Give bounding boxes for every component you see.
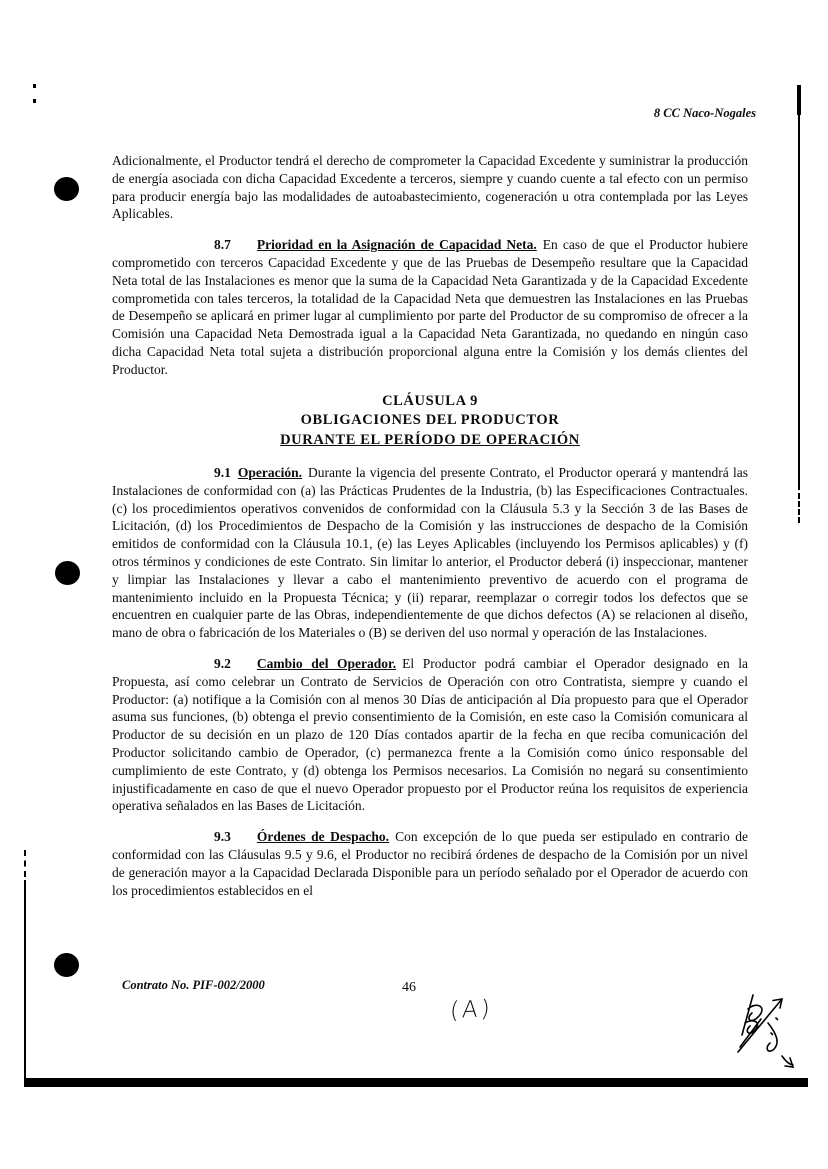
handwritten-annotation: (A) [449,995,494,1025]
section-9-3 [112,828,748,899]
clause-heading-line-2: OBLIGACIONES DEL PRODUCTOR [300,412,560,429]
section-number: 9.1 [214,465,231,481]
clause-heading-line-1: CLÁUSULA 9 [382,392,478,409]
punch-hole-icon [55,561,80,585]
punch-hole-icon [54,177,79,201]
section-text: El Productor podrá cambiar el Operador designado en la Propuesta, así como celebrar un Contrato de Servicios de Operación con otro Contratista, siempre y cuando el Productor: (a) notifique a la Comisión con al menos 30 Días de anticipación al Día propuesto para que el Operador asuma sus funciones, (b) obtenga el previo consentimiento de la Comisión, en este caso la Comisión comunicara al Productor de su decisión en un plazo de 120 Días contados apartir de la fecha en que reciba comunicación del Productor solicitando cambio de Operador, (c) permanezca frente a la Comisión como único responsable del cumplimiento de este Contrato, y (d) obtenga los Permisos necesarios. La Comisión no negará su consentimiento injustificadamente en caso de que el nuevo Operador propuesto por el Productor reúna los requisitos de experiencia operativa señalados en las Bases de Licitación. [112,656,749,814]
section-number: 8.7 [214,237,231,253]
page-number: 46 [402,980,416,995]
document-body [112,152,748,912]
section-text: En caso de que el Productor hubiere comprometido con terceros Capacidad Excedente y que de las Pruebas de Desempeño resultare que la Capacidad Neta total de las Instalaciones es menor que la suma de la Capacidad Neta Garantizada y de la Capacidad Excedente comprometida con tales terceros, la totalidad de la Capacidad Neta que demuestren las Instalaciones en las Pruebas de Desempeño se aplicará en primer lugar al cumplimiento por parte del Productor de su compromiso de ofrecer a la Comisión una Capacidad Neta Demostrada igual a la Capacidad Neta Garantizada, no quedando en ningún caso dicha Capacidad Neta total sujeta a distribución proporcional alguna entre la Comisión y los demás clientes del Productor. [112,237,748,377]
signature-scribble-icon [724,988,798,1076]
section-title: Cambio del Operador. [256,656,397,672]
section-9-2 [112,655,748,815]
footer-contract-number: Contrato No. PIF-002/2000 [122,978,265,992]
scan-edge-line-right [797,85,801,115]
section-text: Durante la vigencia del presente Contrato, el Productor operará y mantendrá las Instalaciones de conformidad con (a) las Prácticas Prudentes de la Industria, (b) las Especificaciones Contractuales. (c) los procedimientos operativos convenidos de conformidad con la Cláusula 5.3 y la Sección 3 de las Bases de Licitación, (d) los Procedimientos de Despacho de la Comisión y las instrucciones de despacho de la Comisión emitidos de conformidad con la Cláusula 10.1, (e) las Leyes Aplicables (incluyendo los Permisos aplicables) y (f) otros términos y condiciones de este Contrato. Sin limitar lo anterior, el Productor deberá (i) inspeccionar, mantener y limpiar las Instalaciones y llevar a cabo el mantenimiento preventivo de acuerdo con el programa de mantenimiento incluido en la Propuesta Técnica; y (ii) reparar, reemplazar o corregir todos los defectos que se encuentren en cualquier parte de las Obras, independientemente de que dichos defectos (A) se relacionen al diseño, mano de obra o fabricación de los Materiales o (B) se deriven del uso normal y operación de las Instalaciones. [112,465,748,641]
clause-heading-line-3: DURANTE EL PERÍODO DE OPERACIÓN [280,431,580,448]
section-title: Prioridad en la Asignación de Capacidad Neta. [256,237,537,253]
section-number: 9.2 [214,656,231,672]
punch-hole-icon [54,953,79,977]
scan-speck [33,84,36,88]
section-number: 9.3 [214,829,231,845]
scan-edge-line-left [24,880,26,1080]
scan-edge-line-right [798,85,800,490]
section-text: Con excepción de lo que pueda ser estipulado en contrario de conformidad con las Cláusulas 9.5 y 9.6, el Productor no recibirá órdenes de despacho de la Comisión por un nivel de generación mayor a la Capacidad Declarada Disponible para un período señalado por el Operador de acuerdo con los procedimientos establecidos en el [112,829,748,898]
section-title: Operación. [237,465,302,481]
section-8-7 [112,236,748,378]
scan-edge-bar-bottom [24,1078,808,1087]
scan-edge-line-left [24,850,26,877]
scan-edge-line-right [798,493,800,523]
document-reference: 8 CC Naco-Nogales [653,106,756,120]
clause-9-heading [112,392,748,451]
section-9-1 [112,464,748,642]
intro-paragraph: Adicionalmente, el Productor tendrá el derecho de comprometer la Capacidad Excedente y suministrar la producción de energía asociada con dicha Capacidad Excedente a terceros, siempre y cuando cuente a tal efecto con un permiso para producir energía bajo las modalidades de autoabastecimiento, cogeneración u otra contemplada por las Leyes Aplicables. [112,153,748,222]
section-title: Órdenes de Despacho. [256,829,390,845]
scan-speck [33,99,36,103]
